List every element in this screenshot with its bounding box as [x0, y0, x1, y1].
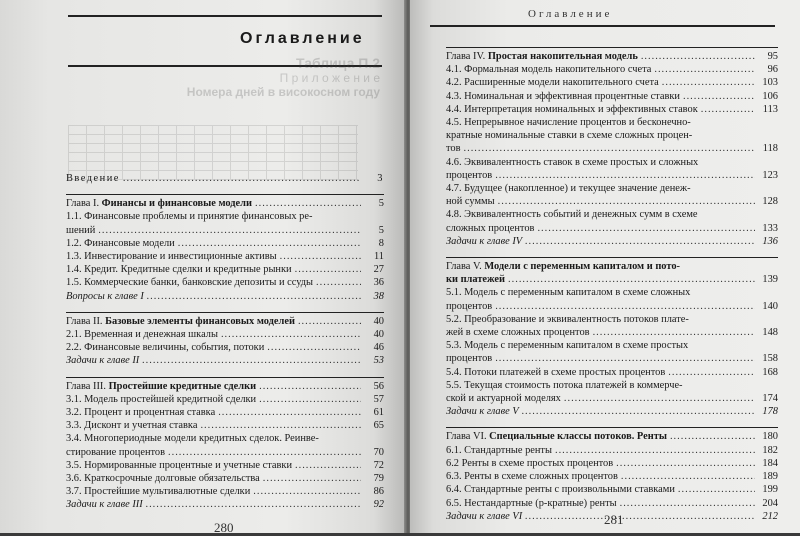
toc-entry-text: жей в схеме сложных процентов — [446, 327, 590, 339]
toc-leader-dots — [253, 485, 361, 498]
toc-leader-dots — [508, 273, 755, 286]
toc-entry-text: Введение — [66, 173, 120, 184]
toc-entry-text: ной суммы — [446, 196, 495, 208]
toc-entry-text: ской и актуарной моделях — [446, 393, 561, 405]
toc-entry-text: 1.4. Кредит. Кредитные сделки и кредитные рынки — [66, 264, 292, 276]
toc-page-number: 95 — [767, 51, 778, 62]
toc-entry-text: 5.5. Текущая стоимость потока платежей в коммерче- — [446, 379, 683, 391]
toc-entry-title — [446, 380, 683, 391]
toc-page-number: 148 — [762, 327, 778, 339]
toc-leader-dots — [616, 457, 755, 470]
toc-leader-dots — [495, 352, 755, 365]
toc-entry-text: 4.2. Расширенные модели накопительного счета — [446, 77, 659, 89]
toc-entry — [446, 156, 778, 169]
toc-entry-title — [446, 314, 689, 325]
toc-leader-dots — [670, 430, 755, 443]
toc-entry-text: 4.4. Интерпретация номинальных и эффективных ставок — [446, 103, 698, 115]
toc-leader-dots — [298, 315, 361, 328]
toc-entry — [446, 142, 778, 155]
toc-page-number: 133 — [762, 222, 778, 234]
toc-entry-title — [66, 250, 277, 263]
toc-page-number: 180 — [762, 431, 778, 443]
toc-entry — [446, 182, 778, 195]
toc-entry-text: 1.2. Финансовые модели — [66, 237, 175, 249]
toc-entry-title — [446, 470, 618, 483]
toc-leader-dots — [537, 222, 755, 235]
toc-leader-dots — [295, 263, 361, 276]
toc-entry-title — [446, 130, 692, 141]
toc-leader-dots — [668, 366, 755, 379]
top-rule — [68, 15, 382, 17]
toc-entry-text: процентов — [446, 353, 493, 365]
toc-entry — [66, 406, 384, 419]
toc-chapter-name: Базовые элементы финансовых моделей — [105, 315, 295, 327]
toc-entry-title — [446, 63, 651, 76]
toc-page-number: 123 — [762, 169, 778, 181]
toc-spacer — [66, 303, 384, 312]
toc-entry — [446, 497, 778, 510]
toc-entry-text: 4.6. Эквивалентность ставок в схеме простых и сложных — [446, 156, 699, 168]
ghost-line: Номера дней в високосном году — [186, 85, 380, 99]
toc-entry — [446, 339, 778, 352]
toc-entry — [66, 341, 384, 354]
toc-entry-text: 1.3. Инвестирование и инвестиционные активы — [66, 251, 277, 263]
toc-entry-title — [66, 341, 264, 354]
toc-entry-title — [446, 90, 680, 103]
toc-chapter-entry — [66, 380, 384, 393]
toc-entry — [446, 116, 778, 129]
toc-entry-title — [446, 222, 534, 235]
toc-page-number: 53 — [373, 355, 384, 367]
toc-leader-dots — [641, 50, 755, 63]
toc-page-number: 174 — [762, 393, 778, 405]
toc-page-number: 204 — [762, 497, 778, 509]
toc-entry-text: стирование процентов — [66, 446, 166, 458]
toc-entry-title — [66, 472, 260, 485]
toc-entry — [66, 290, 384, 303]
toc-page-number: 140 — [762, 300, 778, 312]
toc-page-number: 103 — [762, 77, 778, 89]
toc-entry-title — [66, 419, 197, 432]
toc-entry — [66, 472, 384, 485]
right-page — [410, 0, 800, 533]
toc-entry-title — [446, 483, 675, 496]
toc-entry — [66, 210, 384, 223]
toc-entry-title — [446, 287, 690, 298]
toc-entry-title — [66, 328, 218, 341]
toc-entry-text: Глава II. — [66, 315, 106, 327]
toc-entry-text: 3.6. Краткосрочные долговые обязательства — [66, 473, 260, 485]
toc-entry — [66, 354, 384, 367]
toc-entry — [446, 222, 778, 235]
toc-entry-text: кратные номинальные ставки в схеме сложных процен- — [446, 130, 693, 142]
toc-entry — [446, 444, 778, 457]
toc-entry-text: Глава I. — [66, 198, 102, 210]
toc-leader-dots — [620, 497, 755, 510]
toc-entry-text: Задачи к главе V — [446, 406, 519, 418]
toc-entry-text: Задачи к главе VI — [446, 510, 523, 522]
toc-entry-text: 4.5. Непрерывное начисление процентов и бесконечно- — [446, 117, 691, 129]
toc-entry-title — [446, 103, 698, 116]
toc-page-number: 38 — [373, 290, 384, 302]
toc-leader-dots — [147, 290, 361, 303]
toc-entry-title — [66, 172, 120, 185]
toc-entry-title — [446, 405, 519, 418]
toc-leader-dots — [522, 405, 755, 418]
toc-entry-title — [66, 485, 250, 498]
toc-spacer — [446, 38, 778, 47]
toc-entry-text: Глава VI. — [446, 431, 490, 443]
toc-leader-dots — [654, 63, 755, 76]
toc-leader-dots — [555, 444, 755, 457]
toc-leader-dots — [316, 276, 361, 289]
toc-entry-text: шений — [66, 224, 96, 236]
toc-entry-text: 2.1. Временная и денежная шкалы — [66, 329, 218, 341]
toc-entry-title — [66, 276, 313, 289]
toc-page-number: 79 — [373, 473, 384, 485]
toc-entry-text: 3.3. Дисконт и учетная ставка — [66, 420, 198, 432]
toc-page-number: 56 — [373, 380, 384, 392]
toc-leader-dots — [255, 197, 361, 210]
toc-leader-dots — [464, 142, 755, 155]
toc-leader-dots — [221, 328, 361, 341]
toc-page-number: 182 — [762, 444, 778, 456]
toc-right — [446, 38, 778, 523]
toc-leader-dots — [525, 510, 755, 523]
toc-leader-dots — [621, 470, 755, 483]
toc-entry — [446, 352, 778, 365]
toc-entry-title — [446, 117, 691, 128]
toc-entry-text: 1.5. Коммерческие банки, банковские депозиты и ссуды — [66, 277, 314, 289]
toc-entry-title — [66, 354, 139, 367]
toc-chapter-name: Простейшие кредитные сделки — [108, 380, 257, 392]
toc-entry — [66, 419, 384, 432]
toc-entry-title — [446, 142, 461, 155]
toc-entry-title — [66, 380, 256, 393]
toc-entry-text: процентов — [446, 169, 493, 181]
toc-entry-text: тов — [446, 143, 461, 155]
toc-leader-dots — [142, 354, 361, 367]
toc-page-number: 5 — [378, 198, 384, 210]
toc-page-number: 113 — [762, 103, 778, 115]
toc-entry-text: 4.1. Формальная модель накопительного счета — [446, 64, 652, 76]
toc-page-number: 70 — [373, 446, 384, 458]
toc-entry-text: 3.4. Многопериодные модели кредитных сделок. Реинве- — [66, 433, 319, 445]
toc-leader-dots — [267, 341, 361, 354]
toc-entry — [66, 393, 384, 406]
toc-entry-text: 3.5. Нормированные процентные и учетные ставки — [66, 459, 293, 471]
toc-entry-title — [66, 459, 292, 472]
toc-chapter-entry — [446, 260, 778, 273]
toc-chapter-entry — [446, 430, 778, 443]
toc-leader-dots — [295, 459, 361, 472]
toc-leader-dots — [701, 103, 755, 116]
toc-chapter-name: ки платежей — [446, 274, 506, 286]
toc-page-number: 118 — [762, 143, 778, 155]
top-rule — [430, 25, 775, 27]
toc-entry — [446, 379, 778, 392]
toc-entry-title — [66, 224, 95, 237]
toc-entry — [446, 300, 778, 313]
toc-entry — [66, 432, 384, 445]
toc-entry — [446, 208, 778, 221]
toc-page-number: 86 — [373, 486, 384, 498]
toc-leader-dots — [495, 300, 755, 313]
toc-entry-text: Задачи к главе III — [66, 499, 143, 511]
toc-entry — [66, 224, 384, 237]
toc-page-number: 168 — [762, 366, 778, 378]
toc-entry — [446, 392, 778, 405]
toc-entry-title — [446, 457, 613, 470]
toc-entry — [446, 195, 778, 208]
toc-leader-dots — [683, 90, 755, 103]
toc-entry-text: сложных процентов — [446, 222, 535, 234]
toc-entry — [66, 250, 384, 263]
toc-page-number: 11 — [373, 251, 384, 263]
toc-entry-text: 6.2 Ренты в схеме простых процентов — [446, 457, 614, 469]
toc-leader-dots — [495, 169, 755, 182]
toc-chapter-name: Модели с переменным капиталом и пото- — [484, 261, 680, 273]
toc-page-number: 212 — [762, 510, 778, 522]
toc-chapter-name: Специальные классы потоков. Ренты — [489, 431, 667, 443]
toc-entry-title — [66, 406, 215, 419]
toc-leader-dots — [662, 76, 755, 89]
toc-page-number: 36 — [373, 277, 384, 289]
toc-leader-dots — [168, 446, 361, 459]
toc-entry — [66, 172, 384, 185]
toc-leader-dots — [498, 195, 755, 208]
toc-leader-dots — [564, 392, 755, 405]
toc-spacer — [446, 418, 778, 427]
toc-entry — [66, 485, 384, 498]
toc-page-number: 27 — [373, 264, 384, 276]
toc-entry-title — [66, 197, 252, 210]
toc-entry-text: Глава IV. — [446, 51, 488, 62]
toc-chapter-entry — [66, 197, 384, 210]
page-title: Оглавление — [240, 30, 365, 47]
toc-leader-dots — [146, 498, 361, 511]
toc-page-number: 57 — [373, 393, 384, 405]
toc-entry — [66, 328, 384, 341]
toc-leader-dots — [98, 224, 361, 237]
toc-entry — [446, 366, 778, 379]
toc-leader-dots — [678, 483, 755, 496]
toc-entry-title — [66, 433, 319, 444]
toc-entry-title — [66, 498, 143, 511]
toc-entry-text: Задачи к главе IV — [446, 235, 523, 247]
toc-entry — [446, 405, 778, 418]
toc-entry — [66, 446, 384, 459]
toc-entry-text: 3.2. Процент и процентная ставка — [66, 407, 216, 419]
toc-entry-title — [66, 237, 175, 250]
toc-page-number: 136 — [762, 235, 778, 247]
toc-page-number: 72 — [373, 459, 384, 471]
toc-entry-text: 4.7. Будущее (накопленное) и текущее значение денеж- — [446, 183, 691, 195]
toc-entry-text: Вопросы к главе I — [66, 290, 144, 302]
toc-entry-title — [446, 50, 638, 63]
toc-leader-dots — [259, 380, 361, 393]
toc-chapter-entry — [446, 273, 778, 286]
toc-leader-dots — [200, 419, 361, 432]
toc-entry-title — [66, 393, 256, 406]
toc-entry-title — [446, 430, 667, 443]
toc-entry-title — [446, 326, 590, 339]
toc-entry — [446, 90, 778, 103]
toc-page-number: 199 — [762, 484, 778, 496]
toc-leader-dots — [263, 472, 361, 485]
toc-spacer — [66, 368, 384, 377]
toc-entry — [66, 237, 384, 250]
toc-entry-title — [446, 497, 617, 510]
toc-chapter-name: Простая накопительная модель — [487, 51, 638, 62]
page-number: 281 — [604, 512, 624, 527]
toc-entry — [66, 263, 384, 276]
toc-chapter-name: Финансы и финансовые модели — [101, 198, 252, 210]
toc-page-number: 128 — [762, 196, 778, 208]
toc-entry — [446, 326, 778, 339]
page-number: 280 — [214, 520, 234, 535]
toc-entry — [446, 103, 778, 116]
toc-leader-dots — [593, 326, 755, 339]
toc-leader-dots — [259, 393, 361, 406]
toc-entry-title — [66, 315, 295, 328]
running-head: Оглавление — [528, 8, 613, 20]
toc-entry-title — [446, 444, 552, 457]
toc-entry-text: 1.1. Финансовые проблемы и принятие финансовых ре- — [66, 211, 313, 223]
toc-entry-title — [446, 157, 698, 168]
toc-entry-text: 4.8. Эквивалентность событий и денежных сумм в схеме — [446, 209, 698, 221]
toc-entry-text: 2.2. Финансовые величины, события, потоки — [66, 342, 265, 354]
toc-entry — [66, 276, 384, 289]
toc-entry-title — [446, 169, 492, 182]
toc-entry — [446, 483, 778, 496]
toc-entry-title — [66, 290, 144, 303]
toc-entry-title — [446, 366, 665, 379]
toc-entry-text: 3.7. Простейшие мультивалютные сделки — [66, 486, 251, 498]
toc-entry — [446, 129, 778, 142]
toc-spacer — [66, 185, 384, 194]
toc-page-number: 158 — [762, 353, 778, 365]
toc-entry-text: Глава V. — [446, 261, 485, 273]
toc-entry-title — [446, 340, 688, 351]
toc-entry — [66, 498, 384, 511]
toc-entry-text: 5.2. Преобразование и эквивалентность потоков плате- — [446, 313, 689, 325]
toc-entry-text: 4.3. Номинальная и эффективная процентные ставки — [446, 90, 680, 102]
toc-entry-title — [66, 446, 165, 459]
toc-page-number: 61 — [373, 407, 384, 419]
toc-entry — [446, 470, 778, 483]
toc-entry-title — [446, 183, 691, 194]
toc-entry-title — [446, 352, 492, 365]
ghost-line: Таблица П.2 — [296, 55, 380, 71]
toc-entry-title — [446, 300, 492, 313]
toc-page-number: 139 — [762, 274, 778, 286]
toc-entry — [446, 76, 778, 89]
toc-entry — [446, 63, 778, 76]
toc-entry — [446, 457, 778, 470]
toc-entry — [446, 169, 778, 182]
toc-entry — [446, 286, 778, 299]
toc-page-number: 184 — [762, 457, 778, 469]
toc-chapter-entry — [66, 315, 384, 328]
toc-entry-title — [66, 211, 312, 222]
toc-entry-text: 6.4. Стандартные ренты с произвольными ставками — [446, 484, 675, 496]
toc-leader-dots — [218, 406, 361, 419]
toc-page-number: 8 — [378, 237, 384, 249]
toc-page-number: 178 — [762, 406, 778, 418]
toc-page-number: 96 — [767, 64, 778, 76]
toc-entry-text: 6.5. Нестандартные (p-кратные) ренты — [446, 497, 617, 509]
toc-entry-text: процентов — [446, 300, 493, 312]
toc-spacer — [446, 248, 778, 257]
toc-entry-title — [446, 209, 698, 220]
toc-leader-dots — [178, 237, 361, 250]
toc-leader-dots — [280, 250, 361, 263]
toc-page-number: 5 — [378, 224, 384, 236]
toc-entry-title — [446, 510, 522, 523]
toc-entry — [66, 459, 384, 472]
toc-entry-text: 5.1. Модель с переменным капиталом в схеме сложных — [446, 287, 691, 299]
toc-entry-title — [446, 235, 522, 248]
toc-entry-text: 5.4. Потоки платежей в схеме простых процентов — [446, 366, 666, 378]
toc-page-number: 106 — [762, 90, 778, 102]
toc-entry-title — [446, 392, 561, 405]
toc-entry-text: 6.3. Ренты в схеме сложных процентов — [446, 471, 618, 483]
ghost-line: П р и л о ж е н и е — [279, 71, 380, 85]
toc-entry-title — [446, 76, 659, 89]
toc-page-number: 40 — [373, 315, 384, 327]
toc-entry-text: 3.1. Модель простейшей кредитной сделки — [66, 393, 257, 405]
toc-entry-title — [446, 195, 495, 208]
toc-entry-title — [66, 263, 292, 276]
toc-page-number: 3 — [377, 173, 384, 184]
toc-entry — [446, 313, 778, 326]
toc-leader-dots — [123, 172, 361, 185]
toc-entry-text: 5.3. Модель с переменным капиталом в схеме простых — [446, 340, 689, 352]
toc-entry-title — [446, 261, 680, 272]
toc-page-number: 40 — [373, 329, 384, 341]
toc-entry-text: Глава III. — [66, 380, 109, 392]
toc-page-number: 46 — [373, 342, 384, 354]
toc-entry-title — [446, 273, 505, 286]
toc-entry-text: Задачи к главе II — [66, 355, 140, 367]
toc-page-number: 65 — [373, 420, 384, 432]
toc-left — [66, 172, 384, 512]
toc-page-number: 92 — [373, 499, 384, 511]
toc-entry — [446, 235, 778, 248]
toc-leader-dots — [525, 235, 755, 248]
toc-page-number: 189 — [762, 471, 778, 483]
toc-entry-text: 6.1. Стандартные ренты — [446, 444, 552, 456]
toc-chapter-entry — [446, 50, 778, 63]
